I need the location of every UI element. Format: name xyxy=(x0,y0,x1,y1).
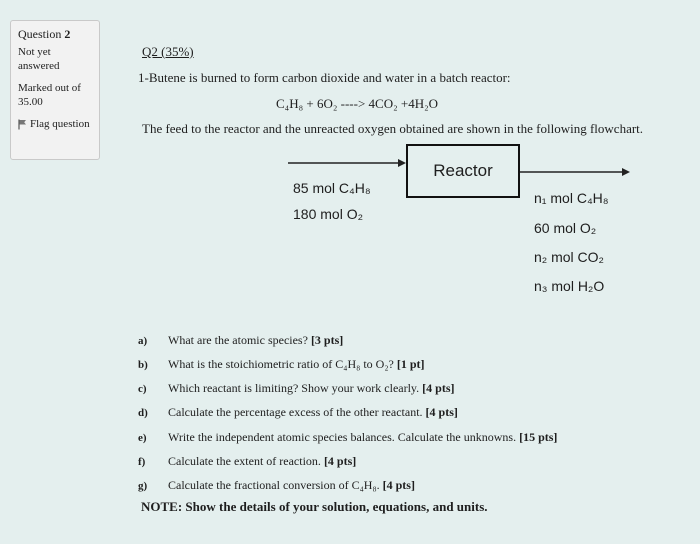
reactor-label: Reactor xyxy=(433,161,493,180)
question-number-value: 2 xyxy=(64,27,71,41)
part-text: Calculate the percentage excess of the other reactant. xyxy=(168,405,426,419)
question-number xyxy=(18,27,92,41)
product-arrow xyxy=(520,166,630,178)
part-letter: c) xyxy=(138,383,147,395)
reactor-box xyxy=(406,144,520,198)
feed-stream-c4h8: 85 mol C₄H₈ xyxy=(293,180,371,196)
answer-status: Not yet answered xyxy=(18,46,60,72)
product-stream-o2: 60 mol O₂ xyxy=(534,220,597,236)
marked-value: 35.00 xyxy=(18,96,43,108)
product-stream-c4h8: n₁ mol C₄H₈ xyxy=(534,190,609,206)
part-a xyxy=(138,333,343,348)
part-letter: e) xyxy=(138,432,147,444)
part-letter: b) xyxy=(138,359,148,371)
question-title: Q2 (35%) xyxy=(142,44,194,59)
part-points: [4 pts] xyxy=(422,381,455,395)
flag-label: Flag question xyxy=(30,118,90,130)
part-letter: d) xyxy=(138,407,148,419)
feed-stream-o2: 180 mol O₂ xyxy=(293,206,364,222)
part-g xyxy=(138,478,415,493)
solution-note: NOTE: Show the details of your solution, equations, and units. xyxy=(141,499,488,514)
part-points: [1 pt] xyxy=(396,357,425,371)
part-f xyxy=(138,454,356,469)
equation-arrow: ----> xyxy=(340,96,366,111)
part-points: [4 pts] xyxy=(425,405,458,419)
equation-reactant-1: C₄H₈ xyxy=(276,96,304,111)
part-text: Calculate the extent of reaction. xyxy=(168,454,324,468)
equation-reactant-2: + 6O₂ xyxy=(303,96,341,111)
part-text: Write the independent atomic species balances. Calculate the unknowns. xyxy=(168,430,520,444)
part-points: [4 pts] xyxy=(323,454,357,468)
marked-label: Marked out of xyxy=(18,82,81,94)
part-points: [15 pts] xyxy=(519,430,558,444)
equation-product-1: 4CO₂ xyxy=(365,96,398,111)
part-text: What are the atomic species? xyxy=(168,333,311,347)
product-stream-h2o: n₃ mol H₂O xyxy=(534,278,605,294)
question-label: Question xyxy=(18,27,62,41)
part-letter: a) xyxy=(138,335,148,347)
question-intro: 1-Butene is burned to form carbon dioxide and water in a batch reactor: xyxy=(138,70,511,85)
flowchart-intro: The feed to the reactor and the unreacted oxygen obtained are shown in the following flowchart. xyxy=(142,121,644,136)
part-letter: g) xyxy=(138,480,148,492)
product-stream-co2: n₂ mol CO₂ xyxy=(534,249,604,265)
part-c xyxy=(138,381,455,396)
part-b xyxy=(138,357,425,372)
part-text: What is the stoichiometric ratio of C₄H₈ to O₂? xyxy=(168,357,397,371)
part-text: Calculate the fractional conversion of C₄H₈. xyxy=(168,478,383,492)
reaction-equation xyxy=(276,96,438,112)
part-points: [4 pts] xyxy=(382,478,415,492)
part-d xyxy=(138,405,458,420)
flag-icon xyxy=(18,119,27,130)
question-info-panel xyxy=(10,20,100,160)
marked-out-of xyxy=(18,81,92,109)
part-points: [3 pts] xyxy=(310,333,344,347)
question-content xyxy=(138,0,693,544)
flag-question-button[interactable] xyxy=(18,117,92,131)
part-e xyxy=(138,430,557,445)
part-text: Which reactant is limiting? Show your work clearly. xyxy=(168,381,423,395)
feed-arrow xyxy=(288,157,406,169)
part-letter: f) xyxy=(138,456,146,468)
flowchart xyxy=(288,144,648,304)
equation-product-2: +4H₂O xyxy=(397,96,439,111)
